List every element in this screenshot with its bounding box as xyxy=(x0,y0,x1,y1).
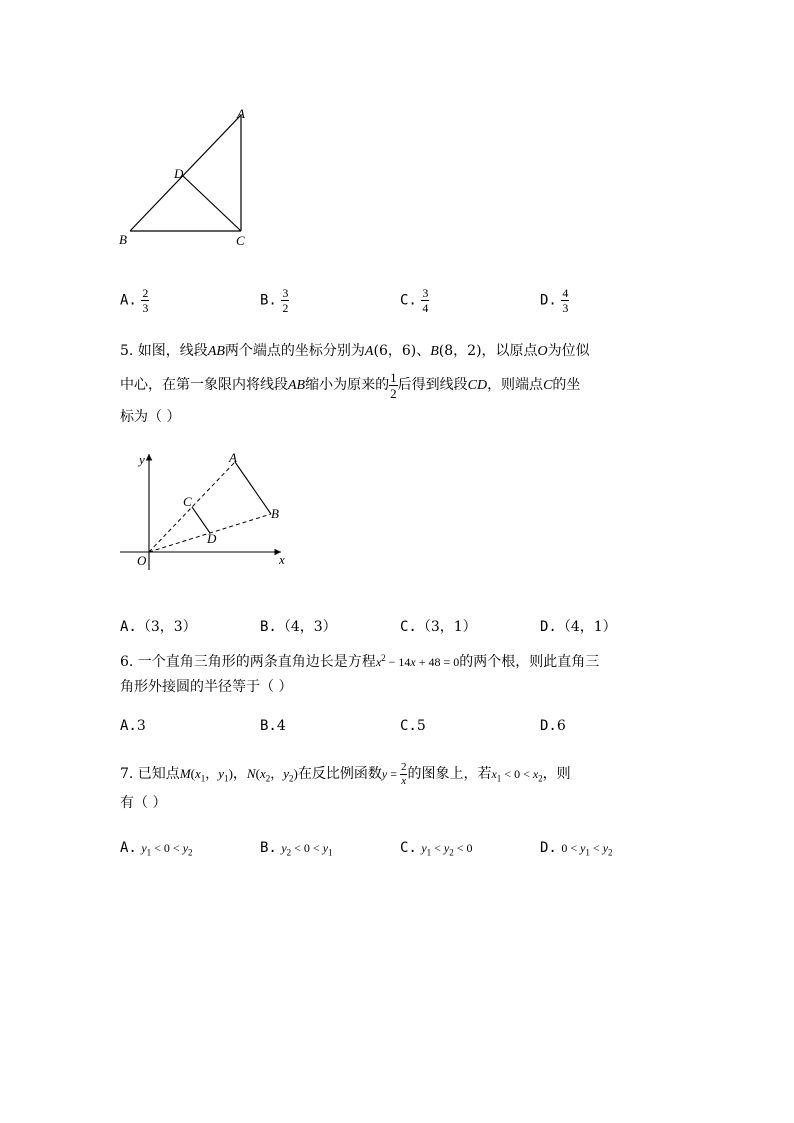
option-text: 6 xyxy=(556,718,566,734)
q7-option-b[interactable] xyxy=(260,840,333,857)
text: 缩小为原来的 xyxy=(305,377,390,393)
option-expression: $y_2 < 0 < y_1$ xyxy=(281,841,333,858)
text: 为位似 xyxy=(547,343,590,359)
condition-x: $x_1 < 0 < x_2$ xyxy=(491,767,543,784)
q6-option-d[interactable] xyxy=(540,718,566,734)
q5-option-d[interactable] xyxy=(540,616,617,636)
numerator: 1 xyxy=(390,369,397,385)
figure-triangle-abc xyxy=(110,100,270,260)
option-label: D. xyxy=(540,718,557,734)
label-c: C xyxy=(183,494,192,509)
option-label: A. xyxy=(120,619,137,635)
segment-ab xyxy=(130,115,241,231)
q5-option-c[interactable] xyxy=(400,616,477,636)
q5-line-1 xyxy=(120,344,590,359)
label-o: O xyxy=(137,553,147,568)
math-ab: AB xyxy=(207,344,225,359)
option-expression: $y_1 < 0 < y_2$ xyxy=(141,841,193,858)
option-label: A. xyxy=(120,292,137,309)
q6-line-1 xyxy=(120,654,599,669)
numerator: 3 xyxy=(282,286,289,300)
fraction xyxy=(561,287,569,314)
q6-option-b[interactable] xyxy=(260,718,286,734)
text: 后得到线段 xyxy=(397,377,468,393)
option-expression: $0 < y_1 < y_2$ xyxy=(561,841,613,858)
q5-option-b[interactable] xyxy=(260,616,337,636)
text: 角形外接圆的半径等于（ ） xyxy=(120,679,293,695)
option-label: B. xyxy=(260,292,277,309)
math-b: B xyxy=(430,344,439,359)
equation: $x^2 - 14x + 48 = 0$ xyxy=(375,653,460,669)
denominator: 3 xyxy=(142,301,149,315)
segment-ab xyxy=(235,462,271,514)
option-label: C. xyxy=(400,292,417,309)
q4-option-b[interactable] xyxy=(260,287,289,314)
label-b: B xyxy=(271,506,279,521)
function-formula: y = xyxy=(381,767,400,781)
label-c: C xyxy=(236,233,245,248)
option-label: A. xyxy=(120,718,137,734)
fraction xyxy=(141,287,149,314)
text: (8，2)，以原点 xyxy=(438,343,538,359)
text: 7. 已知点 xyxy=(120,766,180,782)
q6-option-a[interactable] xyxy=(120,718,146,734)
q4-option-d[interactable] xyxy=(540,287,569,314)
option-label: B. xyxy=(260,840,277,856)
point-n: $N(x_2$，$y_2$) xyxy=(246,766,298,784)
label-a: A xyxy=(229,450,237,465)
text: 标为（ ） xyxy=(120,409,181,425)
label-b: B xyxy=(119,232,127,247)
label-a: A xyxy=(237,106,245,121)
option-text: （4，1） xyxy=(556,619,617,635)
denominator: 3 xyxy=(562,301,569,315)
option-label: D. xyxy=(540,292,557,309)
denominator: 2 xyxy=(282,301,289,315)
q7-line-2 xyxy=(120,796,166,810)
math-a: A xyxy=(364,344,374,359)
label-y: y xyxy=(139,452,145,467)
text: ， xyxy=(232,766,247,782)
math-cd: CD xyxy=(467,378,488,393)
option-label: C. xyxy=(400,718,417,734)
option-label: D. xyxy=(540,840,557,856)
option-text: 5 xyxy=(416,718,426,734)
label-d: D xyxy=(174,166,184,181)
text: 的两个根，则此直角三 xyxy=(459,654,600,670)
math-o: O xyxy=(537,344,548,359)
fraction-half xyxy=(389,371,398,400)
q7-option-c[interactable] xyxy=(400,840,473,857)
option-label: D. xyxy=(540,619,557,635)
q4-option-c[interactable] xyxy=(400,287,429,314)
numerator: 3 xyxy=(422,286,429,300)
text: 5. 如图，线段 xyxy=(120,343,208,359)
fraction-2-over-x: $\frac{2}{x}$ xyxy=(400,760,407,787)
fraction xyxy=(281,287,289,314)
math-ab: AB xyxy=(288,378,306,393)
text: 的坐 xyxy=(552,377,581,393)
option-text: （3，1） xyxy=(416,619,477,635)
denominator: 4 xyxy=(422,301,429,315)
segment-cd xyxy=(183,176,241,231)
q5-line-2 xyxy=(120,370,580,401)
numerator: 4 xyxy=(562,286,569,300)
option-label: C. xyxy=(400,619,417,635)
option-text: 4 xyxy=(276,718,286,734)
numerator: 2 xyxy=(142,286,149,300)
text: 6. 一个直角三角形的两条直角边长是方程 xyxy=(120,654,376,670)
text: (6，6)、 xyxy=(373,343,431,359)
text: 在反比例函数 xyxy=(297,766,382,782)
option-text: （3，3） xyxy=(136,619,197,635)
option-label: B. xyxy=(260,619,277,635)
option-label: A. xyxy=(120,840,137,856)
q4-option-a[interactable] xyxy=(120,287,149,314)
q7-line-1 xyxy=(120,760,571,793)
denominator: 2 xyxy=(390,385,397,401)
math-c: C xyxy=(543,378,553,393)
text: 有（ ） xyxy=(120,795,167,811)
label-d: D xyxy=(207,531,217,546)
label-x: x xyxy=(279,552,285,567)
option-expression: $y_1 < y_2 < 0$ xyxy=(421,841,473,858)
fraction xyxy=(421,287,429,314)
option-label: C. xyxy=(400,840,417,856)
q5-option-a[interactable] xyxy=(120,616,197,636)
point-m: $M(x_1$，$y_1$) xyxy=(179,766,233,784)
segment-cd xyxy=(192,507,210,533)
text: 两个端点的坐标分别为 xyxy=(224,343,365,359)
text: ，则 xyxy=(542,766,571,782)
q7-option-a[interactable] xyxy=(120,840,193,857)
figure-coordinate-plane xyxy=(115,448,305,578)
option-text: （4，3） xyxy=(276,619,337,635)
option-text: 3 xyxy=(136,718,146,734)
q6-option-c[interactable] xyxy=(400,718,426,734)
q6-line-2 xyxy=(120,680,292,694)
text: ，则端点 xyxy=(487,377,544,393)
q5-line-3 xyxy=(120,410,180,424)
text: 的图象上，若 xyxy=(407,766,492,782)
option-label: B. xyxy=(260,718,277,734)
q7-option-d[interactable] xyxy=(540,840,613,857)
text: 中心，在第一象限内将线段 xyxy=(120,377,288,393)
